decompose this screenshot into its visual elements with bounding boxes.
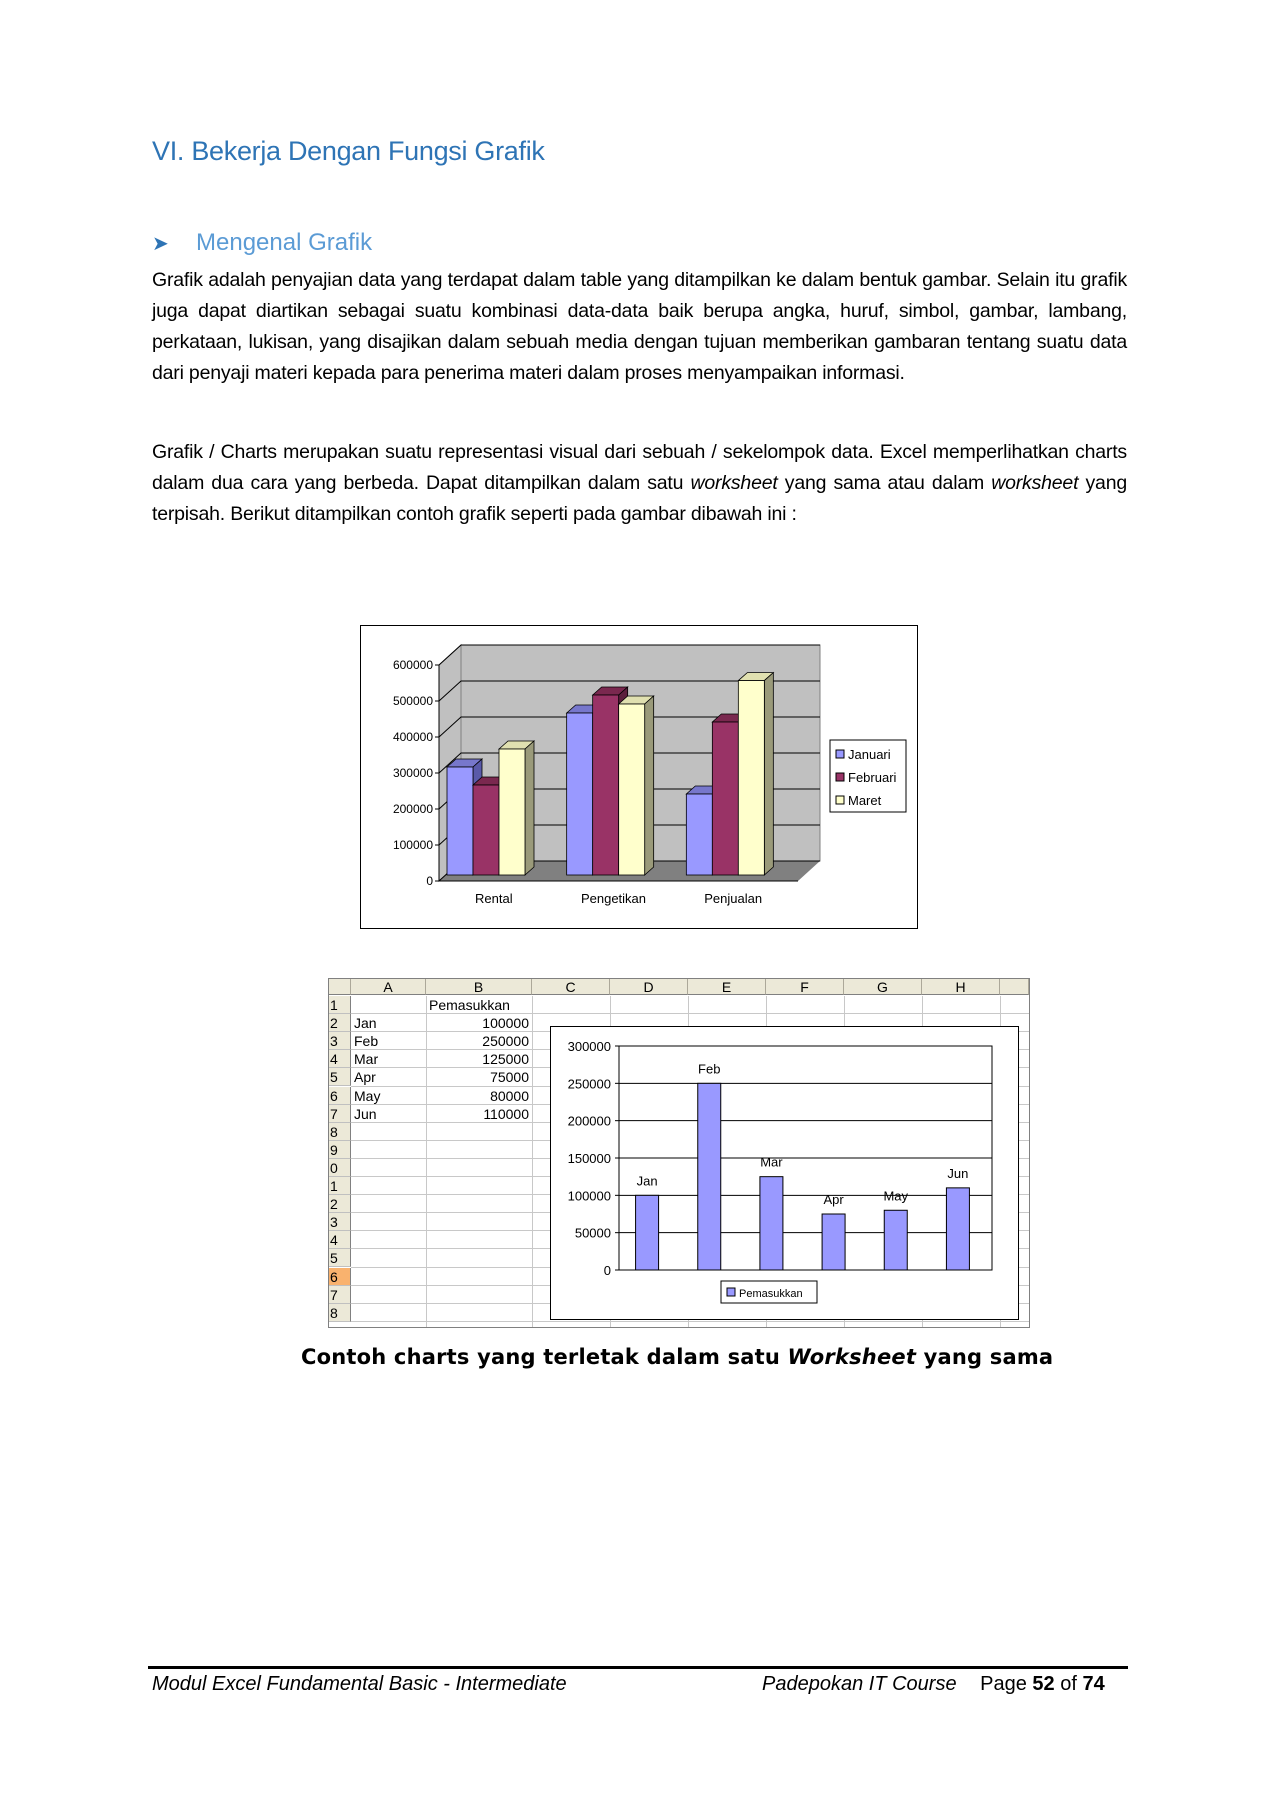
cell-value[interactable]: 110000 [483, 1105, 529, 1122]
cell-month[interactable]: Mar [354, 1051, 379, 1068]
svg-text:400000: 400000 [392, 730, 433, 744]
svg-text:100000: 100000 [567, 1188, 611, 1204]
svg-text:Penjualan: Penjualan [704, 891, 763, 906]
row-header[interactable]: 8 [329, 1123, 351, 1141]
row-header[interactable]: 7 [329, 1286, 351, 1304]
svg-text:500000: 500000 [392, 694, 433, 708]
svg-text:600000: 600000 [392, 658, 433, 672]
select-all-corner[interactable] [329, 979, 351, 995]
column-header-g[interactable]: G [844, 979, 922, 995]
row-header[interactable]: 4 [329, 1050, 351, 1068]
row-header[interactable]: 8 [329, 1304, 351, 1322]
svg-text:150000: 150000 [567, 1151, 611, 1166]
svg-text:Mar: Mar [760, 1154, 783, 1170]
footer-module-title: Modul Excel Fundamental Basic - Intermediate [152, 1673, 567, 1695]
svg-text:200000: 200000 [392, 802, 433, 816]
column-header-h[interactable]: H [922, 979, 1000, 995]
svg-text:Jan: Jan [636, 1173, 658, 1189]
column-header-b[interactable]: B [426, 979, 532, 995]
column-header-overflow [1000, 979, 1029, 995]
emphasis: Worksheet [787, 1345, 917, 1369]
footer-page-info [762, 1673, 1105, 1696]
row-header[interactable]: 9 [329, 1141, 351, 1159]
svg-text:200000: 200000 [567, 1113, 611, 1129]
cell-month[interactable]: Feb [354, 1033, 379, 1050]
paragraph-definition: Grafik adalah penyajian data yang terdapat dalam table yang ditampilkan ke dalam bentuk gambar. Selain itu grafik juga dapat diartikan sebagai suatu kombinasi data-data baik berupa angka, huruf, simbol, gambar, lambang, perkataan, lukisan, yang disajikan dalam sebuah media dengan tujuan memberikan gambaran tentang suatu data dari penyaji materi kepada para penerima materi dalam proses menyampaikan informasi. [152, 269, 1127, 384]
emphasis: worksheet [991, 472, 1079, 494]
row-header[interactable]: 6 [329, 1087, 351, 1105]
embedded-column-chart[interactable] [550, 1026, 1019, 1320]
row-header[interactable]: 3 [329, 1213, 351, 1231]
column-header-e[interactable]: E [688, 979, 766, 995]
text: yang sama [916, 1345, 1054, 1369]
cell-month[interactable]: Apr [354, 1069, 376, 1086]
cell-value[interactable]: 250000 [482, 1033, 529, 1050]
row-header[interactable]: 6 [329, 1268, 351, 1286]
row-header[interactable]: 3 [329, 1032, 351, 1050]
page-current: 52 [1032, 1673, 1055, 1695]
row-header[interactable]: 1 [329, 1177, 351, 1195]
row-header[interactable]: 4 [329, 1231, 351, 1249]
text: Grafik / Charts merupakan suatu representasi visual dari sebuah / sekelompok data. Excel memperlihatkan charts dalam dua cara yang berbeda. Dapat ditampilkan dalam satu [152, 441, 1127, 494]
svg-text:Maret: Maret [848, 793, 882, 808]
svg-text:0: 0 [426, 874, 433, 888]
page-of: of [1060, 1673, 1077, 1695]
svg-text:Rental: Rental [475, 891, 513, 906]
svg-text:50000: 50000 [574, 1225, 611, 1241]
cell-month[interactable]: May [354, 1087, 381, 1104]
section-heading: VI. Bekerja Dengan Fungsi Grafik [152, 136, 545, 166]
column-header-c[interactable]: C [532, 979, 610, 995]
cell-month[interactable]: Jun [354, 1105, 377, 1122]
cell-value[interactable]: 100000 [482, 1015, 529, 1032]
chart-3d-column [360, 625, 918, 929]
row-header[interactable]: 0 [329, 1159, 351, 1177]
text: yang sama atau dalam [777, 472, 992, 494]
row-header[interactable]: 5 [329, 1068, 351, 1086]
svg-text:100000: 100000 [392, 838, 433, 852]
row-header[interactable]: 2 [329, 1014, 351, 1032]
svg-text:Jun: Jun [947, 1165, 969, 1181]
arrow-bullet-icon: ➤ [152, 232, 169, 255]
cell-month[interactable]: Jan [354, 1015, 377, 1032]
cell-b1[interactable]: Pemasukkan [429, 997, 510, 1013]
svg-text:300000: 300000 [567, 1039, 611, 1054]
column-header-f[interactable]: F [766, 979, 844, 995]
figure-caption [301, 1345, 1053, 1369]
column-header-a[interactable]: A [351, 979, 426, 995]
footer-course: Padepokan IT Course [762, 1673, 957, 1695]
chart-3d-svg [361, 626, 917, 928]
svg-text:Feb: Feb [698, 1061, 721, 1077]
column-header-d[interactable]: D [610, 979, 688, 995]
svg-text:Februari: Februari [848, 770, 897, 785]
cell-value[interactable]: 80000 [490, 1087, 529, 1104]
gridline [532, 996, 533, 1327]
cell-value[interactable]: 125000 [482, 1051, 529, 1068]
svg-text:250000: 250000 [567, 1076, 611, 1092]
svg-text:0: 0 [603, 1263, 611, 1278]
footer-divider [148, 1666, 1128, 1669]
svg-text:300000: 300000 [392, 766, 433, 780]
row-header[interactable]: 2 [329, 1195, 351, 1213]
text: yang terpisah. Berikut ditampilkan contoh grafik seperti pada gambar dibawah ini : [152, 472, 1127, 525]
paragraph-charts [152, 437, 1127, 530]
subsection-title: Mengenal Grafik [196, 229, 373, 256]
row-header[interactable]: 7 [329, 1105, 351, 1123]
page-label: Page [980, 1673, 1027, 1695]
emphasis: worksheet [690, 472, 778, 494]
svg-text:Januari: Januari [848, 747, 891, 762]
subsection-heading [152, 229, 372, 257]
page-total: 74 [1082, 1673, 1105, 1695]
svg-text:Apr: Apr [823, 1192, 844, 1207]
embedded-chart-svg [551, 1027, 1018, 1319]
svg-text:Pengetikan: Pengetikan [580, 891, 647, 906]
row-header[interactable]: 5 [329, 1249, 351, 1267]
row-header[interactable]: 1 [329, 996, 351, 1014]
cell-value[interactable]: 75000 [490, 1069, 529, 1086]
text: Contoh charts yang terletak dalam satu [301, 1345, 788, 1369]
svg-text:May: May [883, 1188, 909, 1204]
svg-text:Pemasukkan: Pemasukkan [739, 1288, 803, 1300]
